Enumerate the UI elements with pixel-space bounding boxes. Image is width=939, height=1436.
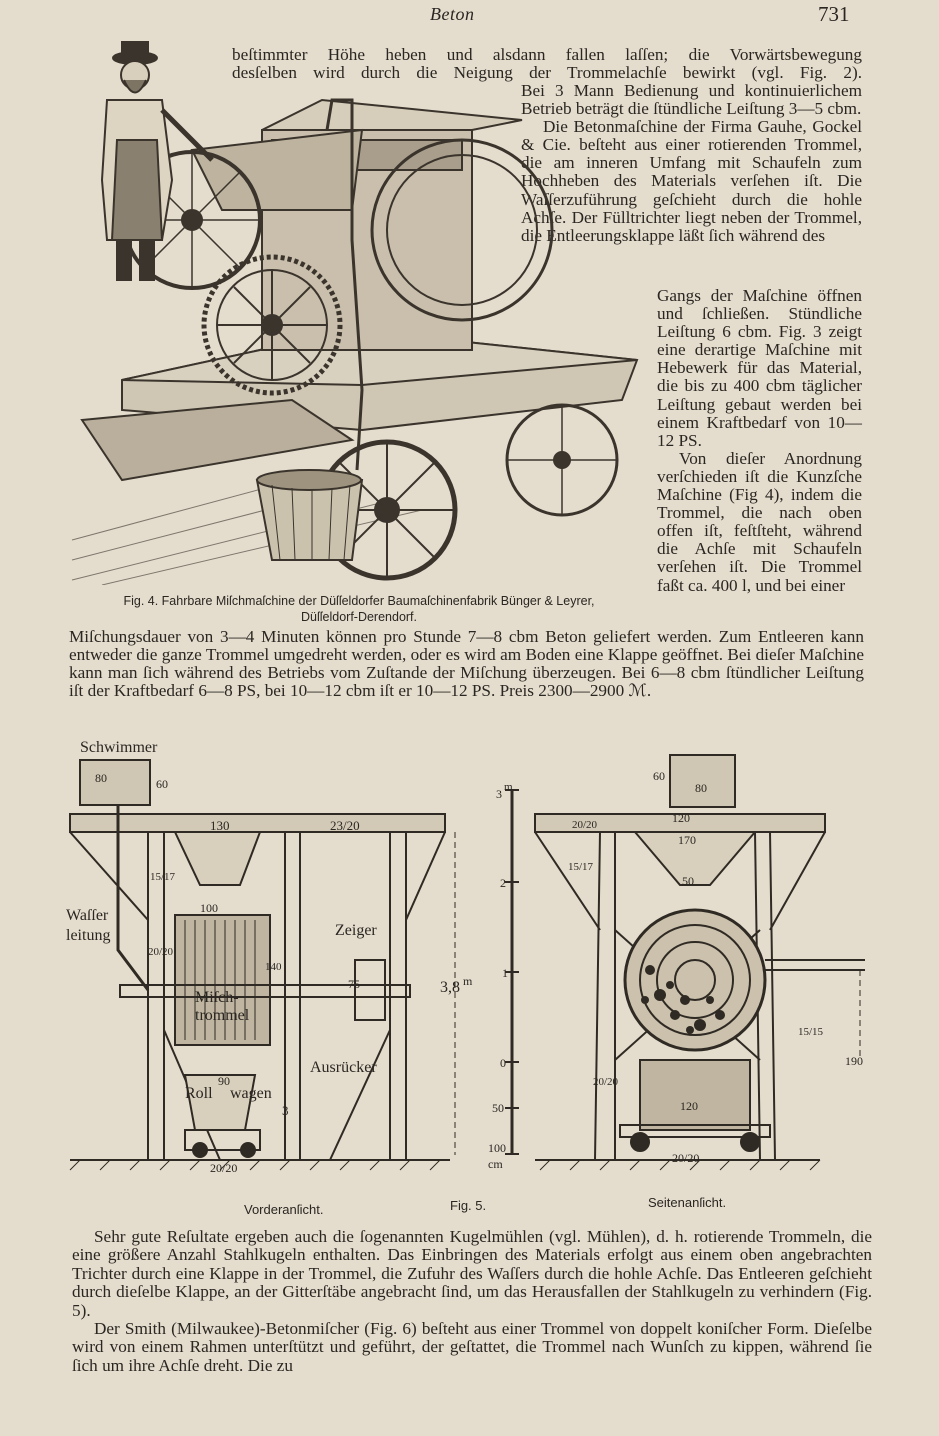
scale-unit-bottom: cm bbox=[488, 1157, 503, 1171]
dim-label: 15/17 bbox=[150, 871, 176, 883]
dim-label: 20/20 bbox=[593, 1076, 619, 1088]
fig5-drawing bbox=[60, 730, 875, 1185]
label-height: 3,8 bbox=[440, 979, 460, 996]
dim-label: 120 bbox=[680, 1099, 698, 1113]
dim-label: 60 bbox=[156, 777, 168, 791]
dim-label: 140 bbox=[265, 961, 282, 973]
bottom-text bbox=[72, 1228, 872, 1375]
paragraph: Von dieſer Anordnung verſchieden iſt die Kunzſche Maſchine (Fig 4), indem die Trommel, die nach oben offen iſt, feſtſteht, während die Achſe mit Schaufeln verſehen iſt. Die Trommel faßt ca. 400 l, und bei einer bbox=[657, 448, 862, 595]
dim-label: 3 bbox=[282, 1103, 289, 1118]
dim-label: 60 bbox=[653, 769, 665, 783]
dim-label: 15/15 bbox=[798, 1026, 824, 1038]
scale-tick: 50 bbox=[492, 1101, 504, 1115]
dim-label: 23/20 bbox=[330, 818, 360, 833]
label-misch: Miſch- bbox=[195, 989, 239, 1006]
paragraph: Der Smith (Milwaukee)-Betonmiſcher (Fig. 6) beſteht aus einer Trommel von doppelt koniſcher Form. Dieſelbe wird von einem Rahmen unterſtützt und geführt, der geſtattet, die Trommel nach Wunſch zu kippen, während ſie ſich um ihre Achſe dreht. Die zu bbox=[72, 1319, 872, 1375]
dim-label: 20/20 bbox=[148, 946, 174, 958]
dim-label: 20/20 bbox=[572, 819, 598, 831]
label-zeiger: Zeiger bbox=[335, 922, 377, 939]
fig4-illustration bbox=[62, 40, 642, 585]
label-wasser: Waſſer bbox=[66, 907, 109, 924]
dim-label: 20/20 bbox=[210, 1161, 238, 1175]
label-schwimmer: Schwimmer bbox=[80, 739, 158, 756]
text-line: beſtimmter Höhe heben und alsdann fallen laſſen; die Vorwärtsbewegung bbox=[232, 45, 862, 64]
running-head: Beton bbox=[430, 4, 475, 24]
scale-tick: 3 bbox=[496, 787, 502, 801]
paragraph: Bei 3 Mann Bedienung und kontinuierlichem Betrieb beträgt die ſtündliche Leiſtung 3—5 cbm. bbox=[521, 81, 862, 119]
middle-paragraph bbox=[69, 628, 864, 700]
scale-tick: 2 bbox=[500, 876, 506, 890]
scale-unit-top: m bbox=[504, 781, 513, 793]
fig5-side-caption: Seitenanſicht. bbox=[648, 1195, 727, 1210]
mixing-machine-engraving bbox=[62, 40, 642, 585]
caption-line: Fig. 4. Fahrbare Miſchmaſchine der Düſſeldorfer Baumaſchinenfabrik Bünger & Leyrer, bbox=[123, 594, 595, 608]
dim-label: 120 bbox=[672, 811, 690, 825]
fig5-caption: Fig. 5. bbox=[450, 1198, 487, 1213]
dim-label: 130 bbox=[210, 818, 230, 833]
scale-tick: 100 bbox=[488, 1141, 506, 1155]
caption-line: Düſſeldorf-Derendorf. bbox=[300, 610, 418, 624]
narrow-column bbox=[657, 287, 862, 595]
fig5-front-caption: Vorderanſicht. bbox=[244, 1202, 324, 1217]
scale-tick: 0 bbox=[500, 1056, 506, 1070]
dim-label: 75 bbox=[348, 977, 360, 991]
ball-mill-drawing bbox=[60, 730, 875, 1185]
dim-label: 80 bbox=[695, 781, 707, 795]
page-number: 731 bbox=[818, 2, 850, 26]
dim-label: 20/20 bbox=[672, 1151, 700, 1165]
label-roll: Roll bbox=[185, 1085, 213, 1102]
label-leitung: leitung bbox=[66, 927, 111, 944]
dim-label: 170 bbox=[678, 833, 696, 847]
dim-label: 190 bbox=[845, 1054, 863, 1068]
paragraph: Gangs der Maſchine öffnen und ſchließen. Stündliche Leiſtung 6 cbm. Fig. 3 zeigt eine derartige Maſchine mit Hebewerk für das Material, die bis zu 400 cbm täglicher Leiſtung gebaut werden bei einem Kraftbedarf von 10—12 PS. bbox=[657, 286, 862, 450]
label-wagen: wagen bbox=[230, 1085, 272, 1102]
dim-label: 15/17 bbox=[568, 861, 594, 873]
paragraph: Sehr gute Reſultate ergeben auch die ſogenannten Kugelmühlen (vgl. Mühlen), d. h. rotierende Trommeln, die eine größere Anzahl Stahlkugeln enthalten. Das Einbringen des Materials erfolgt aus einem oben angebrachten Trichter durch eine Klappe in der Trommel, die Zufuhr des Waſſers durch die hohle Achſe. Das Entleeren geſchieht durch dieſelbe Klappe, an der Gitterſtäbe angebracht ſind, um das Herausfallen der Stahlkugeln zu verhindern (Fig. 5). bbox=[72, 1227, 872, 1320]
label-ausruecker: Ausrücker bbox=[310, 1059, 377, 1076]
dim-label: 80 bbox=[95, 771, 107, 785]
label-height-unit: m bbox=[463, 974, 473, 988]
paragraph: Miſchungsdauer von 3—4 Minuten können pro Stunde 7—8 cbm Beton geliefert werden. Zum Entleeren kann entweder die ganze Trommel umgedreht werden, oder es wird am Boden eine Klappe geöffnet. Bei dieſer Maſchine kann man ſich während des Betriebs vom Zuſtande der Miſchung überzeugen. Bei 6—8 cbm ſtündlicher Leiſtung iſt der Kraftbedarf 6—8 PS, bei 10—12 cbm iſt er 10—12 PS. Preis 2300—2900 ℳ. bbox=[69, 627, 864, 701]
text-line: desſelben wird durch die Neigung der Trommelachſe bewirkt (vgl. Fig. 2). bbox=[232, 63, 862, 83]
dim-label: 90 bbox=[218, 1074, 230, 1088]
dim-label: 50 bbox=[682, 874, 694, 888]
label-trommel: trommel bbox=[195, 1007, 250, 1024]
paragraph: Die Betonmaſchine der Firma Gauhe, Gockel & Cie. beſteht aus einer rotierenden Trommel, die am inneren Umfang mit Schaufeln zum Hochheben des Materials verſehen iſt. Die Waſſerzuführung geſchieht durch die hohle Achſe. Der Fülltrichter liegt neben der Trommel, die Entleerungsklappe läßt ſich während des bbox=[521, 117, 862, 245]
fig4-caption bbox=[62, 593, 656, 625]
dim-label: 100 bbox=[200, 901, 218, 915]
scale-tick: 1 bbox=[502, 966, 508, 980]
